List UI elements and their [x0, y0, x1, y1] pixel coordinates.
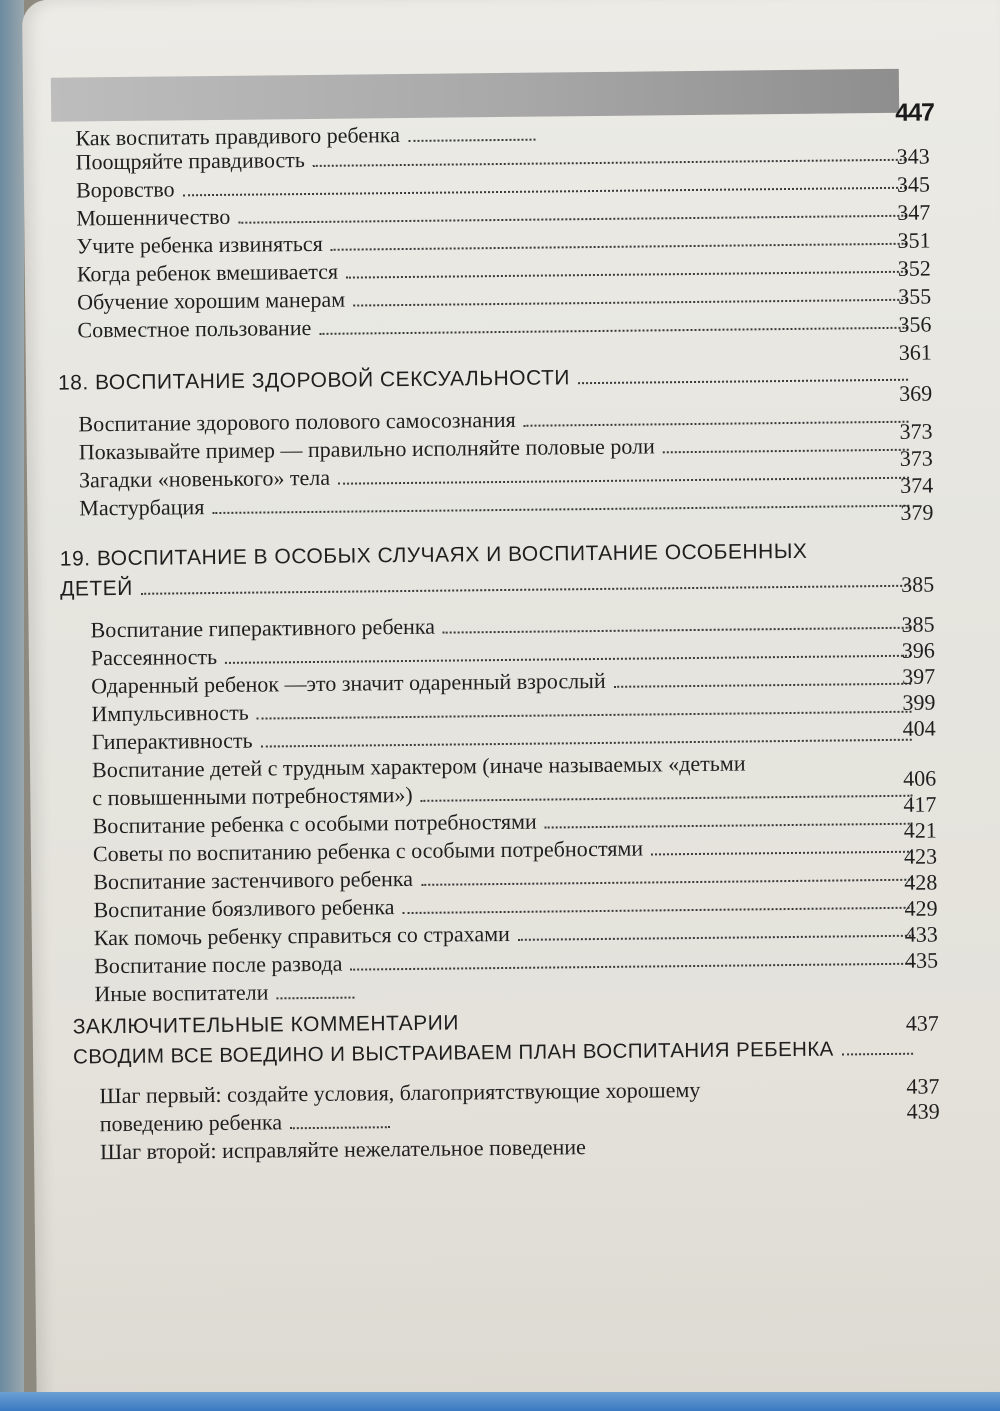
- toc-entry: с повышенными потребностями»): [92, 777, 922, 812]
- toc-page-number: 373: [899, 445, 933, 471]
- header-bar: [51, 69, 899, 122]
- toc-entry: Воспитание после развода: [94, 945, 924, 980]
- toc-entry: Как воспитать правдивого ребенка: [75, 121, 545, 152]
- toc-entry: Воспитание гиперактивного ребенка: [90, 609, 920, 644]
- toc-page-number: 429: [904, 895, 938, 921]
- toc-entry: Гиперактивность: [92, 721, 922, 756]
- toc-page-number: 417: [903, 791, 937, 817]
- toc-page-number: 435: [904, 947, 939, 973]
- toc-page-number: 404: [902, 715, 936, 741]
- toc-page-number: 423: [903, 843, 938, 869]
- toc-entry: Как помочь ребенку справиться со страхами: [94, 917, 924, 952]
- toc-entry: Загадки «новенького» тела: [79, 459, 919, 494]
- toc-page-number: 437: [905, 1010, 939, 1036]
- toc-page-number: 396: [901, 637, 935, 663]
- toc-page-number: 373: [899, 418, 933, 444]
- toc-page-number: 439: [906, 1098, 940, 1124]
- toc-entry: Воровство: [76, 169, 916, 204]
- toc-entry: Шаг первый: создайте условия, благоприятствующие хорошему: [99, 1076, 701, 1109]
- toc-page-number: 374: [899, 472, 934, 498]
- toc-page-number: 379: [900, 499, 934, 525]
- toc-entry: Рассеянность: [91, 637, 921, 672]
- toc-page-number: 352: [897, 255, 931, 281]
- toc-subchapter: СВОДИМ ВСЕ ВОЕДИНО И ВЫСТРАИВАЕМ ПЛАН ВОСПИТАНИЯ РЕБЕНКА: [73, 1037, 923, 1070]
- toc-entry: Воспитание боязливого ребенка: [93, 889, 923, 924]
- blue-tape-edge: [0, 1392, 1000, 1411]
- toc-entry: Одаренный ребенок —это значит одаренный взрослый: [91, 665, 921, 700]
- book-page: [22, 0, 1000, 1411]
- toc-page-number: 428: [904, 869, 938, 895]
- toc-page-number: 343: [896, 143, 930, 169]
- toc-entry: Шаг второй: исправляйте нежелательное поведение: [99, 1134, 586, 1165]
- page-number: 447: [895, 98, 935, 127]
- toc-entry: Учите ребенка извиняться: [76, 225, 916, 260]
- toc-chapter: 19. ВОСПИТАНИЕ В ОСОБЫХ СЛУЧАЯХ И ВОСПИТАНИЕ ОСОБЕННЫХ: [59, 539, 808, 571]
- toc-entry: Показывайте пример — правильно исполняйте половые роли: [79, 431, 919, 466]
- toc-entry: Когда ребенок вмешивается: [77, 253, 917, 288]
- toc-page-number: 347: [897, 199, 931, 225]
- toc-chapter: 18. ВОСПИТАНИЕ ЗДОРОВОЙ СЕКСУАЛЬНОСТИ: [58, 363, 918, 396]
- toc-page-number: 351: [897, 227, 931, 253]
- toc-entry: Мошенничество: [76, 197, 916, 232]
- toc-entry: Импульсивность: [91, 693, 921, 728]
- toc-page-number: 397: [901, 663, 936, 689]
- toc-page-number: 355: [898, 283, 932, 309]
- toc-entry: Советы по воспитанию ребенка с особыми потребностями: [93, 833, 923, 868]
- toc-page-number: 437: [906, 1073, 940, 1099]
- toc-entry: Воспитание застенчивого ребенка: [93, 861, 923, 896]
- toc-page-number: 385: [901, 571, 935, 597]
- toc-page-number: 385: [901, 611, 935, 637]
- toc-entry: Воспитание здорового полового самосознания: [78, 403, 918, 438]
- book-spine-edge: [0, 0, 24, 1411]
- toc-page-number: 421: [903, 817, 937, 843]
- toc-entry: Совместное пользование: [77, 309, 917, 344]
- toc-entry: Воспитание детей с трудным характером (иначе называемых «детьми: [91, 750, 746, 783]
- toc-chapter: ДЕТЕЙ: [60, 569, 920, 602]
- toc-page-number: 345: [896, 171, 931, 197]
- toc-entry: Воспитание ребенка с особыми потребностями: [93, 805, 923, 840]
- toc-page-number: 361: [898, 339, 932, 365]
- toc-chapter: ЗАКЛЮЧИТЕЛЬНЫЕ КОММЕНТАРИИ: [72, 1011, 459, 1039]
- toc-page-number: 369: [899, 380, 933, 406]
- toc-entry: Мастурбация: [79, 487, 919, 522]
- toc-page-number: 399: [902, 689, 936, 715]
- toc-page-number: 356: [898, 311, 932, 337]
- toc-page-number: 433: [904, 921, 938, 947]
- toc-entry: поведению ребенка: [100, 1108, 400, 1137]
- toc-page-number: 406: [903, 765, 937, 791]
- toc-entry: Поощряйте правдивость: [76, 141, 916, 176]
- toc-entry: Обучение хорошим манерам: [77, 281, 917, 316]
- toc-entry: Иные воспитатели: [94, 978, 364, 1007]
